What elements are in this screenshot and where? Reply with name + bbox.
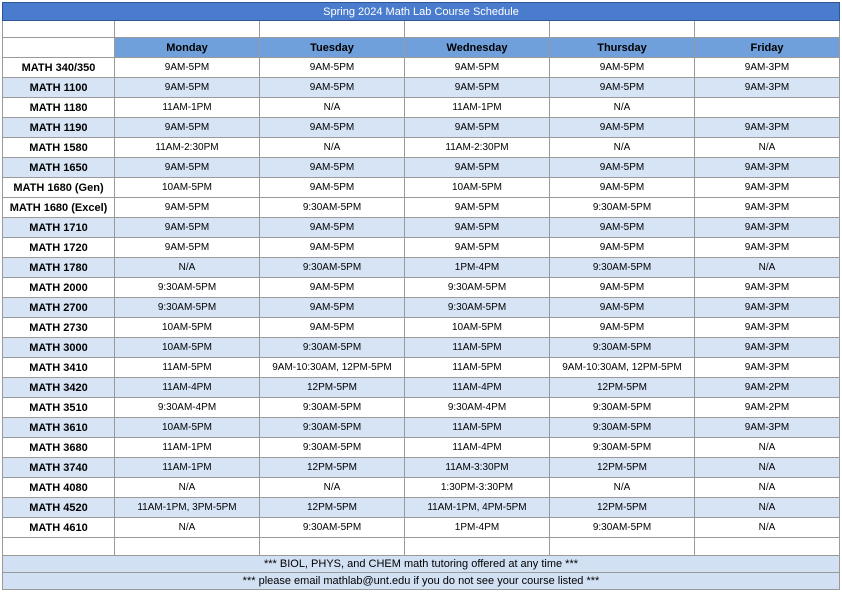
- table-row: [2, 238, 840, 258]
- course-name-cell: MATH 4080: [2, 478, 115, 498]
- time-cell-friday: N/A: [695, 138, 840, 158]
- time-cell-tuesday: N/A: [260, 478, 405, 498]
- footer-note-tutoring: *** BIOL, PHYS, and CHEM math tutoring offered at any time ***: [2, 555, 840, 573]
- time-cell-monday: 9:30AM-4PM: [115, 398, 260, 418]
- time-cell-friday: 9AM-3PM: [695, 298, 840, 318]
- time-cell-tuesday: 9:30AM-5PM: [260, 258, 405, 278]
- time-cell-wednesday: 11AM-1PM: [405, 98, 550, 118]
- table-row: [2, 258, 840, 278]
- time-cell-monday: N/A: [115, 258, 260, 278]
- time-cell-friday: N/A: [695, 478, 840, 498]
- time-cell-wednesday: 9AM-5PM: [405, 198, 550, 218]
- time-cell-tuesday: 9AM-5PM: [260, 158, 405, 178]
- time-cell-monday: 11AM-5PM: [115, 358, 260, 378]
- time-cell-monday: N/A: [115, 518, 260, 538]
- time-cell-monday: 9:30AM-5PM: [115, 278, 260, 298]
- time-cell-wednesday: 11AM-5PM: [405, 358, 550, 378]
- time-cell-thursday: 9AM-5PM: [550, 218, 695, 238]
- time-cell-monday: 11AM-1PM, 3PM-5PM: [115, 498, 260, 518]
- time-cell-friday: 9AM-3PM: [695, 358, 840, 378]
- time-cell-tuesday: 9AM-5PM: [260, 298, 405, 318]
- time-cell-tuesday: 9:30AM-5PM: [260, 338, 405, 358]
- table-row: [2, 358, 840, 378]
- time-cell-thursday: 9:30AM-5PM: [550, 418, 695, 438]
- time-cell-wednesday: 11AM-4PM: [405, 438, 550, 458]
- time-cell-monday: 9AM-5PM: [115, 78, 260, 98]
- table-row: [2, 158, 840, 178]
- course-name-cell: MATH 3420: [2, 378, 115, 398]
- time-cell-monday: 10AM-5PM: [115, 318, 260, 338]
- time-cell-monday: 9AM-5PM: [115, 238, 260, 258]
- time-cell-wednesday: 9AM-5PM: [405, 218, 550, 238]
- time-cell-tuesday: 9AM-5PM: [260, 218, 405, 238]
- time-cell-monday: 11AM-1PM: [115, 438, 260, 458]
- time-cell-thursday: N/A: [550, 478, 695, 498]
- day-header-friday: Friday: [695, 38, 840, 58]
- sheet-title: Spring 2024 Math Lab Course Schedule: [2, 2, 840, 21]
- time-cell-wednesday: 10AM-5PM: [405, 178, 550, 198]
- time-cell-tuesday: N/A: [260, 138, 405, 158]
- time-cell-thursday: 9:30AM-5PM: [550, 438, 695, 458]
- time-cell-wednesday: 11AM-5PM: [405, 418, 550, 438]
- time-cell-tuesday: 12PM-5PM: [260, 498, 405, 518]
- table-row: [2, 118, 840, 138]
- time-cell-friday: 9AM-3PM: [695, 418, 840, 438]
- course-name-cell: MATH 3000: [2, 338, 115, 358]
- time-cell-monday: 9AM-5PM: [115, 218, 260, 238]
- time-cell-wednesday: 1PM-4PM: [405, 518, 550, 538]
- table-row: [2, 218, 840, 238]
- time-cell-monday: 9AM-5PM: [115, 158, 260, 178]
- time-cell-friday: 9AM-2PM: [695, 398, 840, 418]
- title-row: [2, 2, 840, 21]
- table-row: [2, 298, 840, 318]
- footer-note-email: *** please email mathlab@unt.edu if you do not see your course listed ***: [2, 572, 840, 590]
- course-name-cell: MATH 1780: [2, 258, 115, 278]
- time-cell-tuesday: 9AM-5PM: [260, 178, 405, 198]
- course-name-cell: MATH 2000: [2, 278, 115, 298]
- time-cell-tuesday: 9AM-5PM: [260, 118, 405, 138]
- time-cell-friday: N/A: [695, 438, 840, 458]
- table-row: [2, 318, 840, 338]
- time-cell-wednesday: 9AM-5PM: [405, 118, 550, 138]
- time-cell-monday: 11AM-1PM: [115, 98, 260, 118]
- course-name-cell: MATH 2700: [2, 298, 115, 318]
- time-cell-tuesday: 12PM-5PM: [260, 378, 405, 398]
- time-cell-thursday: 9AM-5PM: [550, 118, 695, 138]
- time-cell-wednesday: 11AM-4PM: [405, 378, 550, 398]
- day-header-thursday: Thursday: [550, 38, 695, 58]
- table-row: [2, 438, 840, 458]
- course-name-cell: MATH 1180: [2, 98, 115, 118]
- day-header-monday: Monday: [115, 38, 260, 58]
- table-row: [2, 278, 840, 298]
- course-name-cell: MATH 1100: [2, 78, 115, 98]
- course-name-cell: MATH 3740: [2, 458, 115, 478]
- time-cell-thursday: 12PM-5PM: [550, 378, 695, 398]
- time-cell-friday: N/A: [695, 258, 840, 278]
- time-cell-thursday: 9:30AM-5PM: [550, 518, 695, 538]
- time-cell-thursday: 9AM-5PM: [550, 278, 695, 298]
- course-name-cell: MATH 4520: [2, 498, 115, 518]
- time-cell-monday: 11AM-2:30PM: [115, 138, 260, 158]
- time-cell-wednesday: 10AM-5PM: [405, 318, 550, 338]
- table-row: [2, 518, 840, 538]
- time-cell-tuesday: 9AM-10:30AM, 12PM-5PM: [260, 358, 405, 378]
- time-cell-thursday: N/A: [550, 98, 695, 118]
- time-cell-friday: 9AM-3PM: [695, 278, 840, 298]
- time-cell-wednesday: 9AM-5PM: [405, 158, 550, 178]
- time-cell-wednesday: 9:30AM-5PM: [405, 278, 550, 298]
- time-cell-tuesday: 9AM-5PM: [260, 318, 405, 338]
- time-cell-monday: 9AM-5PM: [115, 58, 260, 78]
- time-cell-friday: N/A: [695, 518, 840, 538]
- course-name-cell: MATH 1680 (Gen): [2, 178, 115, 198]
- time-cell-friday: 9AM-3PM: [695, 198, 840, 218]
- time-cell-thursday: 9AM-5PM: [550, 58, 695, 78]
- time-cell-monday: 9:30AM-5PM: [115, 298, 260, 318]
- blank-row: [2, 21, 840, 38]
- time-cell-thursday: 9AM-5PM: [550, 318, 695, 338]
- time-cell-friday: 9AM-3PM: [695, 178, 840, 198]
- time-cell-friday: N/A: [695, 458, 840, 478]
- time-cell-monday: 11AM-4PM: [115, 378, 260, 398]
- table-row: [2, 338, 840, 358]
- table-row: [2, 78, 840, 98]
- time-cell-tuesday: 9AM-5PM: [260, 238, 405, 258]
- time-cell-monday: N/A: [115, 478, 260, 498]
- table-row: [2, 98, 840, 118]
- time-cell-friday: 9AM-3PM: [695, 158, 840, 178]
- time-cell-thursday: 9:30AM-5PM: [550, 198, 695, 218]
- time-cell-tuesday: 9:30AM-5PM: [260, 518, 405, 538]
- time-cell-thursday: 12PM-5PM: [550, 458, 695, 478]
- day-header-tuesday: Tuesday: [260, 38, 405, 58]
- table-row: [2, 198, 840, 218]
- time-cell-friday: 9AM-3PM: [695, 78, 840, 98]
- course-name-cell: MATH 1650: [2, 158, 115, 178]
- course-name-cell: MATH 1580: [2, 138, 115, 158]
- time-cell-monday: 9AM-5PM: [115, 118, 260, 138]
- time-cell-thursday: 9:30AM-5PM: [550, 258, 695, 278]
- time-cell-tuesday: 9AM-5PM: [260, 58, 405, 78]
- time-cell-thursday: 9AM-5PM: [550, 158, 695, 178]
- table-row: [2, 498, 840, 518]
- time-cell-thursday: 12PM-5PM: [550, 498, 695, 518]
- time-cell-thursday: 9:30AM-5PM: [550, 398, 695, 418]
- time-cell-tuesday: 9:30AM-5PM: [260, 418, 405, 438]
- time-cell-wednesday: 11AM-2:30PM: [405, 138, 550, 158]
- time-cell-friday: 9AM-3PM: [695, 58, 840, 78]
- time-cell-wednesday: 11AM-5PM: [405, 338, 550, 358]
- time-cell-friday: 9AM-3PM: [695, 118, 840, 138]
- course-name-cell: MATH 340/350: [2, 58, 115, 78]
- time-cell-monday: 9AM-5PM: [115, 198, 260, 218]
- time-cell-friday: 9AM-3PM: [695, 238, 840, 258]
- time-cell-thursday: 9AM-5PM: [550, 298, 695, 318]
- table-row: [2, 178, 840, 198]
- table-row: [2, 58, 840, 78]
- table-row: [2, 398, 840, 418]
- time-cell-thursday: 9AM-5PM: [550, 178, 695, 198]
- time-cell-wednesday: 9AM-5PM: [405, 238, 550, 258]
- time-cell-friday: 9AM-3PM: [695, 318, 840, 338]
- time-cell-monday: 10AM-5PM: [115, 338, 260, 358]
- time-cell-monday: 11AM-1PM: [115, 458, 260, 478]
- table-row: [2, 418, 840, 438]
- table-row: [2, 378, 840, 398]
- course-name-cell: MATH 1190: [2, 118, 115, 138]
- time-cell-friday: [695, 98, 840, 118]
- course-name-cell: MATH 3510: [2, 398, 115, 418]
- time-cell-tuesday: 9AM-5PM: [260, 278, 405, 298]
- time-cell-thursday: 9:30AM-5PM: [550, 338, 695, 358]
- time-cell-tuesday: 9:30AM-5PM: [260, 398, 405, 418]
- day-header-wednesday: Wednesday: [405, 38, 550, 58]
- time-cell-thursday: 9AM-5PM: [550, 78, 695, 98]
- time-cell-tuesday: 12PM-5PM: [260, 458, 405, 478]
- course-name-cell: MATH 2730: [2, 318, 115, 338]
- time-cell-tuesday: 9:30AM-5PM: [260, 438, 405, 458]
- time-cell-wednesday: 1:30PM-3:30PM: [405, 478, 550, 498]
- time-cell-thursday: 9AM-10:30AM, 12PM-5PM: [550, 358, 695, 378]
- course-name-cell: MATH 3410: [2, 358, 115, 378]
- time-cell-friday: N/A: [695, 498, 840, 518]
- time-cell-wednesday: 11AM-1PM, 4PM-5PM: [405, 498, 550, 518]
- time-cell-thursday: N/A: [550, 138, 695, 158]
- time-cell-tuesday: N/A: [260, 98, 405, 118]
- course-name-cell: MATH 1720: [2, 238, 115, 258]
- course-name-cell: MATH 3610: [2, 418, 115, 438]
- time-cell-wednesday: 9AM-5PM: [405, 78, 550, 98]
- day-header-row: [2, 38, 840, 58]
- table-row: [2, 458, 840, 478]
- course-name-cell: MATH 1710: [2, 218, 115, 238]
- time-cell-friday: 9AM-2PM: [695, 378, 840, 398]
- time-cell-thursday: 9AM-5PM: [550, 238, 695, 258]
- time-cell-wednesday: 11AM-3:30PM: [405, 458, 550, 478]
- table-row: [2, 478, 840, 498]
- time-cell-tuesday: 9AM-5PM: [260, 78, 405, 98]
- time-cell-friday: 9AM-3PM: [695, 218, 840, 238]
- course-name-cell: MATH 1680 (Excel): [2, 198, 115, 218]
- time-cell-wednesday: 9:30AM-4PM: [405, 398, 550, 418]
- time-cell-monday: 10AM-5PM: [115, 178, 260, 198]
- table-row: [2, 138, 840, 158]
- time-cell-wednesday: 9:30AM-5PM: [405, 298, 550, 318]
- course-name-cell: MATH 4610: [2, 518, 115, 538]
- time-cell-tuesday: 9:30AM-5PM: [260, 198, 405, 218]
- course-name-cell: MATH 3680: [2, 438, 115, 458]
- time-cell-monday: 10AM-5PM: [115, 418, 260, 438]
- time-cell-wednesday: 9AM-5PM: [405, 58, 550, 78]
- spacer-row: [2, 538, 840, 556]
- time-cell-wednesday: 1PM-4PM: [405, 258, 550, 278]
- time-cell-friday: 9AM-3PM: [695, 338, 840, 358]
- header-corner-cell: [2, 38, 115, 58]
